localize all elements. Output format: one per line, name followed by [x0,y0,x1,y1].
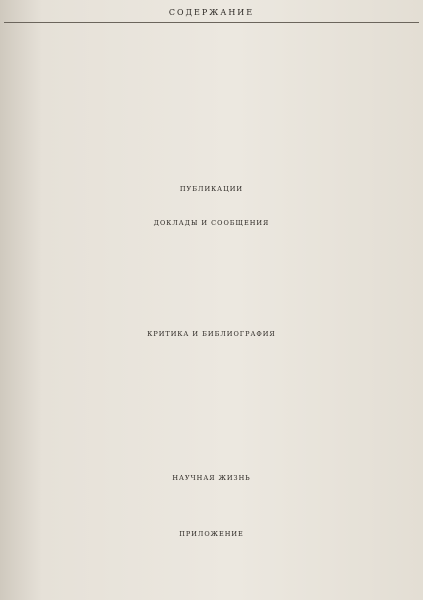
divider [4,22,419,23]
section-title-6: ПРИЛОЖЕНИЕ [179,530,244,538]
section-title-4: КРИТИКА И БИБЛИОГРАФИЯ [147,330,276,338]
section-title-3: ДОКЛАДЫ И СООБЩЕНИЯ [153,219,270,227]
section-title-2: ПУБЛИКАЦИИ [179,185,244,193]
toc-heading: СОДЕРЖАНИЕ [168,8,255,17]
section-title-5: НАУЧНАЯ ЖИЗНЬ [172,474,251,482]
